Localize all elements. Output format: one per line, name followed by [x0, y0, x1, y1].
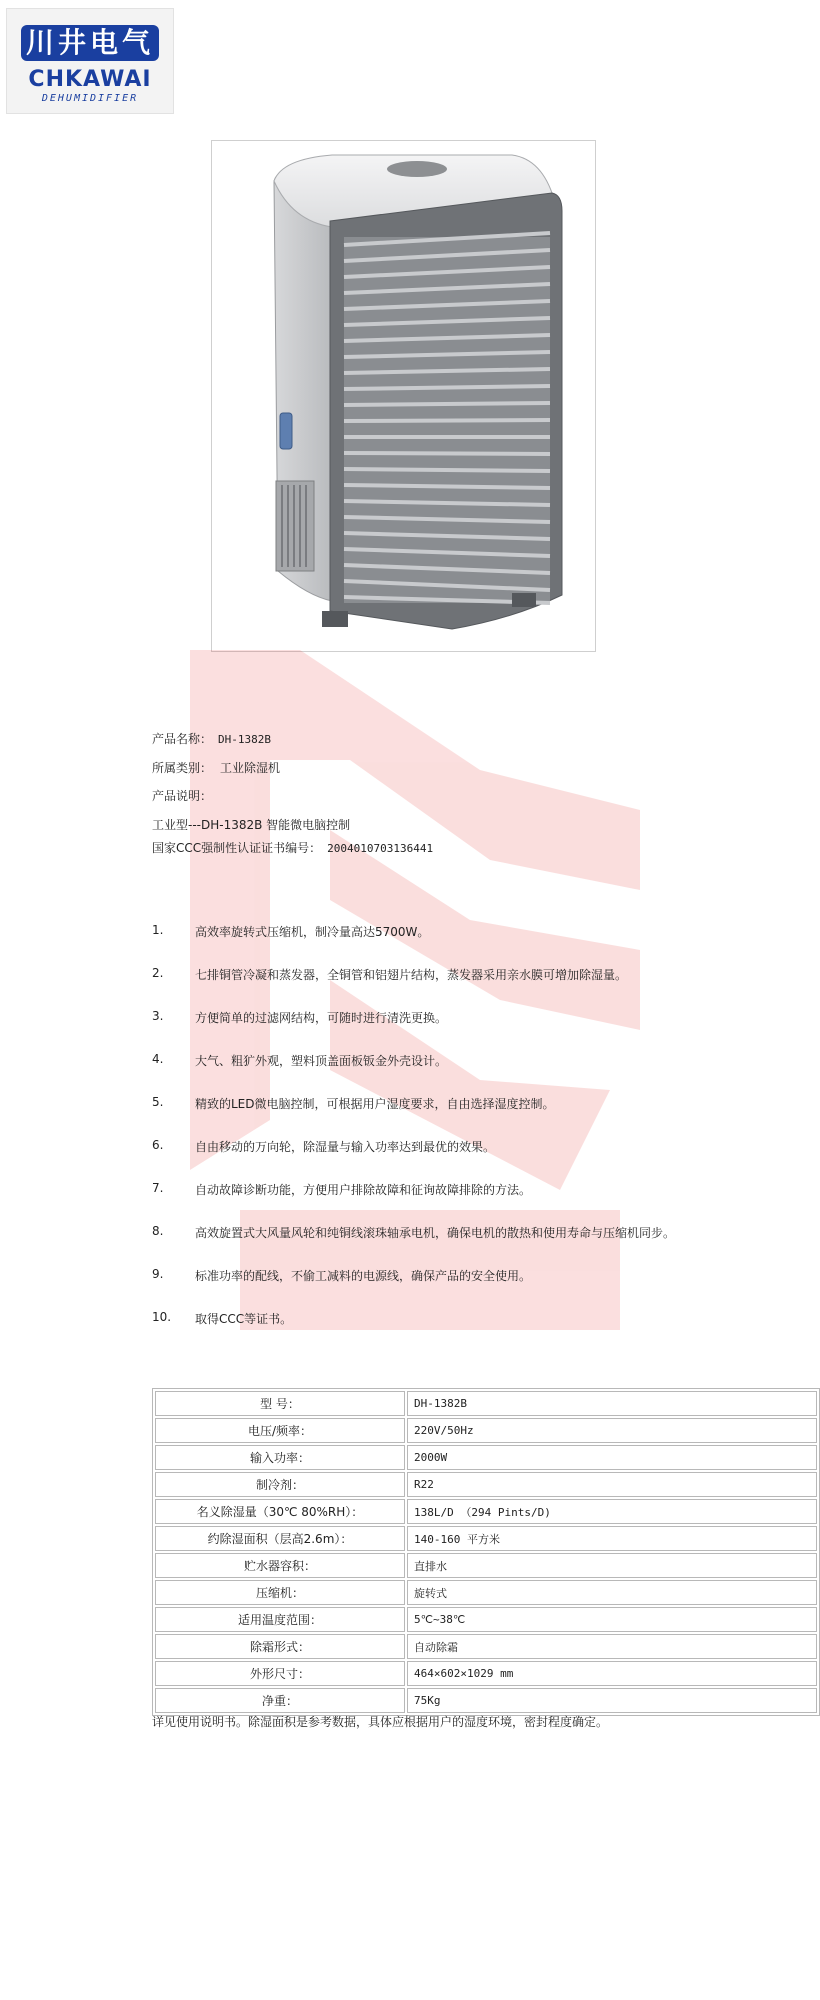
spec-value: 2000W — [407, 1445, 817, 1470]
list-item — [152, 1224, 812, 1267]
spec-label: 约除湿面积（层高2.6m）： — [155, 1526, 405, 1551]
feature-number: 10. — [152, 1310, 172, 1324]
list-item — [152, 1095, 812, 1138]
table-row — [155, 1553, 817, 1578]
spec-label: 除霜形式： — [155, 1634, 405, 1659]
product-category-row — [152, 759, 280, 776]
spec-label: 压缩机： — [155, 1580, 405, 1605]
product-category-value: 工业除湿机 — [220, 761, 281, 775]
ccc-label: 国家CCC强制性认证证书编号： — [152, 841, 322, 855]
list-item — [152, 1009, 812, 1052]
spec-value: 220V/50Hz — [407, 1418, 817, 1443]
table-row — [155, 1580, 817, 1605]
list-item — [152, 923, 812, 966]
list-item — [152, 1181, 812, 1224]
feature-number: 2. — [152, 966, 164, 980]
feature-text: 高效率旋转式压缩机，制冷量高达5700W。 — [195, 925, 430, 939]
ccc-certificate-row — [152, 839, 433, 856]
spec-table — [152, 1388, 820, 1716]
list-item — [152, 1138, 812, 1181]
logo-brand: CHKAWAI — [28, 67, 152, 92]
feature-number: 3. — [152, 1009, 164, 1023]
table-row — [155, 1661, 817, 1686]
product-category-label: 所属类别： — [152, 761, 213, 775]
feature-number: 6. — [152, 1138, 164, 1152]
feature-number: 9. — [152, 1267, 164, 1281]
spec-value: 旋转式 — [407, 1580, 817, 1605]
spec-value: 直排水 — [407, 1553, 817, 1578]
spec-value: 5℃~38℃ — [407, 1607, 817, 1632]
feature-number: 5. — [152, 1095, 164, 1109]
spec-value: 140-160 平方米 — [407, 1526, 817, 1551]
feature-text: 方便简单的过滤网结构，可随时进行清洗更换。 — [195, 1011, 448, 1025]
list-item — [152, 966, 812, 1009]
feature-number: 4. — [152, 1052, 164, 1066]
logo-subtitle: DEHUMIDIFIER — [41, 93, 139, 104]
spec-label: 制冷剂： — [155, 1472, 405, 1497]
product-name-row — [152, 730, 271, 747]
spec-label: 外形尺寸： — [155, 1661, 405, 1686]
table-row — [155, 1607, 817, 1632]
logo-chinese-name: 川井电气 — [21, 25, 159, 61]
product-description-line: 工业型---DH-1382B 智能微电脑控制 — [152, 818, 351, 832]
spec-label: 适用温度范围： — [155, 1607, 405, 1632]
table-row — [155, 1391, 817, 1416]
table-row — [155, 1445, 817, 1470]
spec-label: 贮水器容积： — [155, 1553, 405, 1578]
spec-value: 138L/D （294 Pints/D) — [407, 1499, 817, 1524]
table-row — [155, 1526, 817, 1551]
list-item — [152, 1052, 812, 1095]
feature-text: 高效旋置式大风量风轮和纯铜线滚珠轴承电机，确保电机的散热和使用寿命与压缩机同步。 — [195, 1226, 676, 1240]
feature-number: 1. — [152, 923, 164, 937]
feature-number: 7. — [152, 1181, 164, 1195]
product-name-value: DH-1382B — [218, 733, 271, 746]
feature-text: 精致的LED微电脑控制，可根据用户湿度要求，自由选择湿度控制。 — [195, 1097, 555, 1111]
company-logo — [6, 8, 174, 114]
table-row — [155, 1472, 817, 1497]
spec-value: R22 — [407, 1472, 817, 1497]
table-row — [155, 1418, 817, 1443]
spec-label: 电压/频率： — [155, 1418, 405, 1443]
feature-text: 自动故障诊断功能，方便用户排除故障和征询故障排除的方法。 — [195, 1183, 532, 1197]
feature-number: 8. — [152, 1224, 164, 1238]
spec-value: 75Kg — [407, 1688, 817, 1713]
spec-label: 名义除湿量（30℃ 80%RH）： — [155, 1499, 405, 1524]
spec-value: DH-1382B — [407, 1391, 817, 1416]
side-handle-icon — [280, 413, 292, 449]
feature-text: 大气、粗犷外观，塑料顶盖面板钣金外壳设计。 — [195, 1054, 448, 1068]
product-description-label: 产品说明： — [152, 789, 213, 803]
table-row — [155, 1688, 817, 1713]
ccc-number: 2004010703136441 — [327, 842, 434, 855]
spec-value: 自动除霜 — [407, 1634, 817, 1659]
spec-label: 净重： — [155, 1688, 405, 1713]
product-name-label: 产品名称： — [152, 732, 213, 746]
spec-label: 输入功率： — [155, 1445, 405, 1470]
product-photo — [211, 140, 596, 652]
feature-text: 标准功率的配线，不偷工减料的电源线，确保产品的安全使用。 — [195, 1269, 532, 1283]
list-item — [152, 1310, 812, 1353]
feature-text: 取得CCC等证书。 — [195, 1312, 293, 1326]
footnote: 详见使用说明书。除湿面积是参考数据，具体应根据用户的湿度环境，密封程度确定。 — [152, 1715, 609, 1729]
spec-label: 型 号： — [155, 1391, 405, 1416]
spec-value: 464×602×1029 mm — [407, 1661, 817, 1686]
table-row — [155, 1634, 817, 1659]
feature-text: 自由移动的万向轮，除湿量与输入功率达到最优的效果。 — [195, 1140, 496, 1154]
list-item — [152, 1267, 812, 1310]
feature-text: 七排铜管冷凝和蒸发器，全铜管和铝翅片结构，蒸发器采用亲水膜可增加除湿量。 — [195, 968, 628, 982]
table-row — [155, 1499, 817, 1524]
dehumidifier-illustration — [212, 141, 595, 651]
feature-list — [152, 923, 812, 1353]
